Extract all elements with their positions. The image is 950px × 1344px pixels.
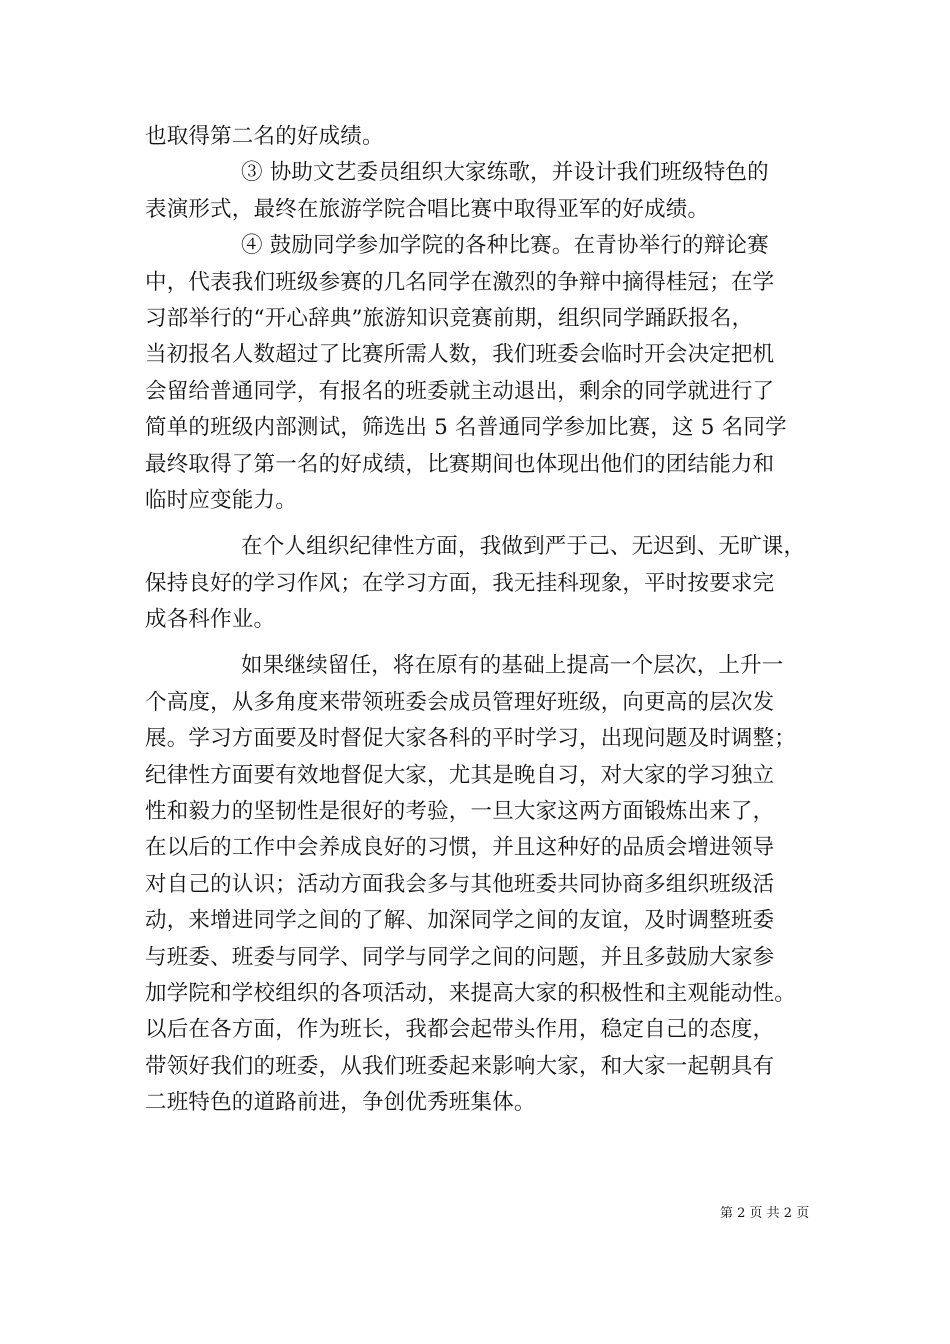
text-line: 简单的班级内部测试，筛选出 5 名普通同学参加比赛，这 5 名同学 — [145, 415, 787, 441]
text-line: 中，代表我们班级参赛的几名同学在激烈的争辩中摘得桂冠；在学 — [145, 269, 775, 295]
text-line: 最终取得了第一名的好成绩，比赛期间也体现出他们的团结能力和 — [145, 451, 775, 477]
text-line: 纪律性方面要有效地督促大家，尤其是晚自习，对大家的学习独立 — [145, 762, 775, 788]
text-line: 也取得第二名的好成绩。 — [145, 124, 384, 149]
text-line: 如果继续留任，将在原有的基础上提高一个层次，上升一 — [241, 653, 784, 679]
text-line: 展。学习方面要及时督促大家各科的平时学习，出现问题及时调整； — [145, 726, 797, 752]
text-line: 在个人组织纪律性方面，我做到严于己、无迟到、无旷课， — [241, 534, 806, 560]
para-continuation — [145, 119, 807, 155]
page-number-footer: 第 2 页 共 2 页 — [720, 1206, 810, 1221]
text-line: 与班委、班委与同学、同学与同学之间的问题，并且多鼓励大家参 — [145, 944, 775, 970]
text-line: 动，来增进同学之间的了解、加深同学之间的友谊，及时调整班委 — [145, 908, 775, 934]
text-line: 以后在各方面，作为班长，我都会起带头作用，稳定自己的态度， — [145, 1017, 775, 1043]
text-line: 当初报名人数超过了比赛所需人数，我们班委会临时开会决定把机 — [145, 342, 775, 368]
text-line: 二班特色的道路前进，争创优秀班集体。 — [145, 1090, 536, 1116]
paragraph-spacer — [145, 519, 807, 529]
text-line: 习部举行的“开心辞典”旅游知识竞赛前期，组织同学踊跃报名， — [145, 305, 754, 331]
text-line: 表演形式，最终在旅游学院合唱比赛中取得亚军的好成绩。 — [145, 196, 710, 222]
text-line: 保持良好的学习作风；在学习方面，我无挂科现象，平时按要求完 — [145, 570, 775, 596]
para-item-3 — [145, 155, 807, 228]
paragraph-spacer — [145, 638, 807, 648]
text-line: ③ 协助文艺委员组织大家练歌，并设计我们班级特色的 — [241, 160, 769, 186]
text-line: 加学院和学校组织的各项活动，来提高大家的积极性和主观能动性。 — [145, 980, 797, 1006]
text-line: 在以后的工作中会养成良好的习惯，并且这种好的品质会增进领导 — [145, 835, 775, 861]
text-line: 对自己的认识；活动方面我会多与其他班委共同协商多组织班级活 — [145, 871, 775, 897]
para-plan — [145, 648, 807, 1121]
document-body — [145, 119, 807, 1122]
text-line: 个高度，从多角度来带领班委会成员管理好班级，向更高的层次发 — [145, 689, 775, 715]
para-discipline — [145, 529, 807, 638]
text-line: 带领好我们的班委，从我们班委起来影响大家，和大家一起朝具有 — [145, 1053, 775, 1079]
para-item-4 — [145, 228, 807, 519]
text-line: ④ 鼓励同学参加学院的各种比赛。在青协举行的辩论赛 — [241, 233, 769, 259]
text-line: 成各科作业。 — [145, 607, 276, 633]
text-line: 会留给普通同学，有报名的班委就主动退出，剩余的同学就进行了 — [145, 378, 775, 404]
text-line: 临时应变能力。 — [145, 487, 297, 513]
text-line: 性和毅力的坚韧性是很好的考验，一旦大家这两方面锻炼出来了， — [145, 799, 775, 825]
